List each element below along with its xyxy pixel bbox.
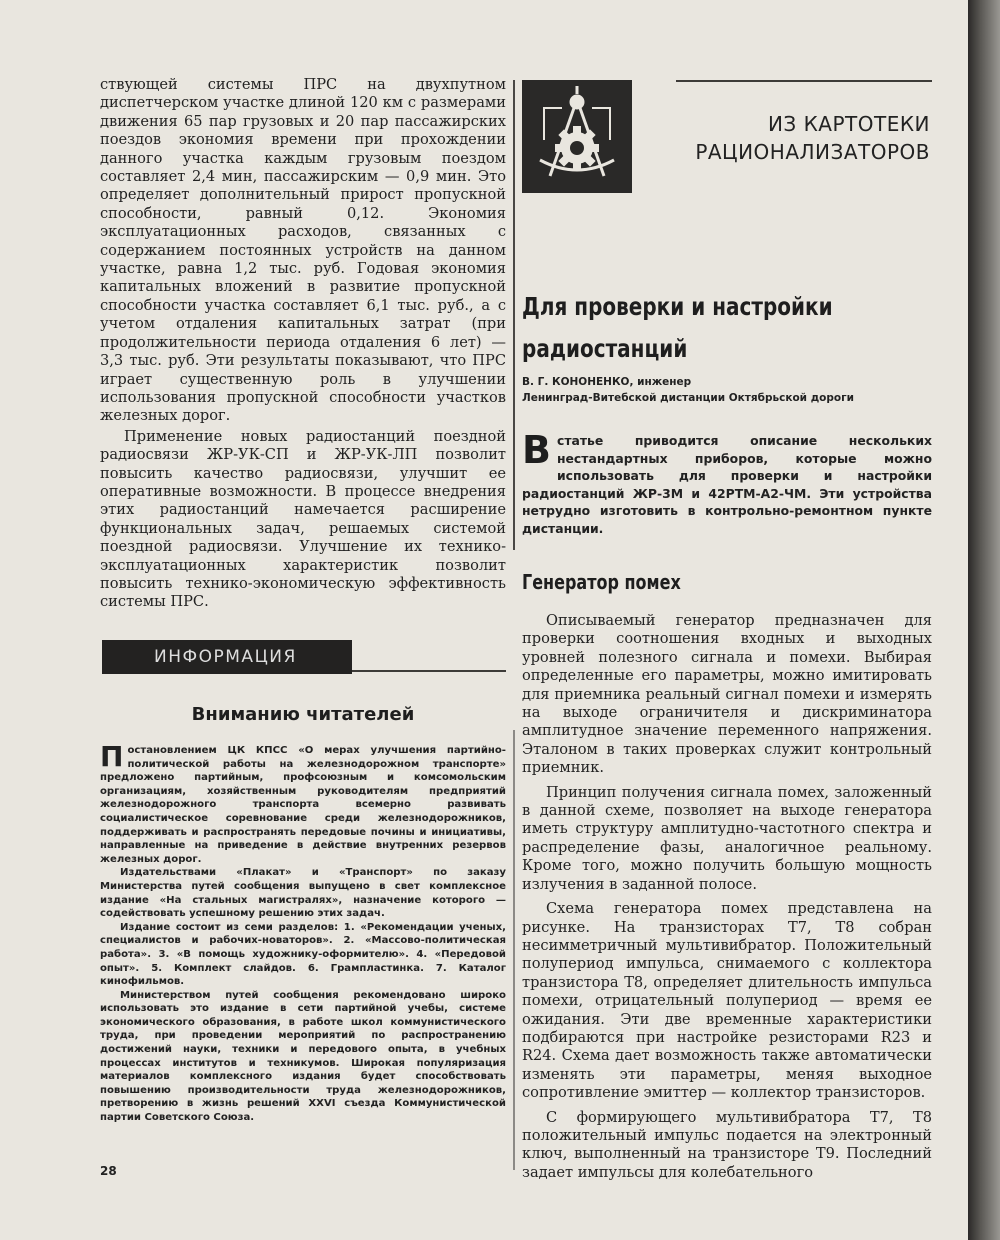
- article-paragraph-2: Принцип получения сигнала помех, заложенный в данной схеме, позволяет на выходе генератора иметь структуру амплитудно-частотного спектра и распределение фазы, аналогичное реальному. Кроме того, можно получить большую мощность излучения в заданной полосе.: [522, 783, 932, 893]
- article-body: [522, 612, 932, 1188]
- info-banner: ИНФОРМАЦИЯ: [102, 640, 352, 674]
- rationalizer-emblem: [522, 80, 632, 193]
- rubric-title-line2: РАЦИОНАЛИЗАТОРОВ: [695, 140, 930, 164]
- notice-paragraph-2: Издательствами «Плакат» и «Транспорт» по заказу Министерства путей сообщения выпущено в свет комплексное издание «На стальных магистралях», назначение которого — содействовать успешному решению этих задач.: [100, 867, 506, 920]
- article-paragraph-4: С формирующего мультивибратора Т7, Т8 положительный импульс подается на электронный ключ, выполненный на транзисторе Т9. Последний задает импульсы для колебательного: [522, 1108, 932, 1181]
- article-paragraph-3: Схема генератора помех представлена на рисунке. На транзисторах Т7, Т8 собран несимметричный мультивибратор. Положительный полупериод импульса, снимаемого с коллектора транзистора Т8, определяет длительность импульса помехи, отрицательный полупериод — время ее ожидания. Эти две временные характеристики подбираются при настройке резисторами R23 и R24. Схема дает возможность также автоматически изменять эти параметры, меняя выходное сопротивление эмиттер — коллектор транзисторов.: [522, 900, 932, 1102]
- left-column: [100, 76, 506, 612]
- article-lead: [522, 428, 932, 538]
- lead-text: статье приводится описание нескольких нестандартных приборов, которые можно использовать для проверки и настройки радиостанций ЖР-3М и 42РТМ-А2-ЧМ. Эти устройства нетрудно изготовить в контрольно-ремонтном пункте дистанции.: [522, 433, 932, 536]
- notice-dropcap: П: [100, 740, 124, 773]
- column-divider-lower: [513, 730, 515, 1170]
- author-affiliation: Ленинград-Витебской дистанции Октябрьской дороги: [522, 392, 854, 404]
- left-paragraph-2: Применение новых радиостанций поездной радиосвязи ЖР-УК-СП и ЖР-УК-ЛП позволит повысить качество радиосвязи, улучшит ее оперативные возможности. В процессе внедрения этих радиостанций намечается расширение функциональных задач, решаемых системой поездной радиосвязи. Улучшение их технико-эксплуатационных характеристик позволит повысить технико-экономическую эффективность системы ПРС.: [100, 427, 506, 611]
- rubric-title: [640, 110, 930, 166]
- notice-title: Вниманию читателей: [191, 704, 415, 725]
- article-paragraph-1: Описываемый генератор предназначен для проверки соотношения входных и выходных уровней полезного сигнала и помехи. Выбирая определенные его параметры, можно имитировать для приемника реальный сигнал помехи и измерять на выходе ограничителя и дискриминатора амплитудное значение переменного напряжения. Эталоном в таких проверках служит контрольный приемник.: [522, 612, 932, 777]
- section-heading: Генератор помех: [522, 570, 681, 594]
- book-spine-shadow: [968, 0, 1000, 1240]
- article-title: Для проверки и настройки радиостанций: [522, 292, 833, 363]
- notice-paragraph-4: Министерством путей сообщения рекомендовано широко использовать это издание в сети партийной учебы, системе экономического образования, в работе школ коммунистического труда, при проведении мероприятий по распространению достижений науки, техники и передового опыта, в учебных процессах институтов и техникумов. Широкая популяризация материалов комплексного издания будет способствовать повышению производительности труда железнодорожников, претворению в жизнь решений XXVI съезда Коммунистической партии Советского Союза.: [100, 989, 506, 1124]
- author-name: В. Г. КОНОНЕНКО, инженер: [522, 376, 692, 388]
- header-rule: [676, 80, 932, 82]
- column-divider-upper: [513, 80, 515, 550]
- left-paragraph-1: ствующей системы ПРС на двухпутном диспетчерском участке длиной 120 км с размерами движения 65 пар грузовых и 20 пар пассажирских поездов экономия времени при прохождении данного участка каждым грузовым поездом составляет 2,4 мин, пассажирским — 0,9 мин. Это определяет дополнительный прирост пропускной способности, равный 0,12. Экономия эксплуатационных расходов, связанных с содержанием постоянных устройств на данном участке, равна 1,2 тыс. руб. Годовая экономия капитальных вложений в развитие пропускной способности участка составляет 6,1 тыс. руб., а с учетом отдаления капитальных затрат (при продолжительности периода отдаления 6 лет) — 3,3 тыс. руб. Эти результаты показывают, что ПРС играет существенную роль в улучшении использования пропускной способности участков железных дорог.: [100, 76, 506, 425]
- info-rule: [352, 670, 506, 672]
- author-block: [522, 374, 932, 406]
- page-number: 28: [100, 1164, 117, 1178]
- notice-paragraph-1: [100, 740, 506, 866]
- notice-paragraph-1-text: остановлением ЦК КПСС «О мерах улучшения партийно-политической работы на железнодорожном транспорте» предложено партийным, профсоюзным и комсомольским организациям, хозяйственным руководителям предприятий железнодорожного транспорта всемерно развивать социалистическое соревнование среди железнодорожников, поддерживать и распространять передовые почины и инициативы, направленные на приведение в действие внутренних резервов железных дорог.: [100, 745, 506, 865]
- rubric-title-line1: ИЗ КАРТОТЕКИ: [767, 112, 930, 136]
- lead-dropcap: В: [522, 428, 551, 472]
- compass-gear-icon: [522, 80, 632, 193]
- notice-body: [100, 740, 506, 1125]
- notice-paragraph-3: Издание состоит из семи разделов: 1. «Рекомендации ученых, специалистов и рабочих-новаторов». 2. «Массово-политическая работа». 3. «В помощь художнику-оформителю». 4. «Передовой опыт». 5. Комплект слайдов. 6. Грампластинка. 7. Каталог кинофильмов.: [100, 921, 506, 988]
